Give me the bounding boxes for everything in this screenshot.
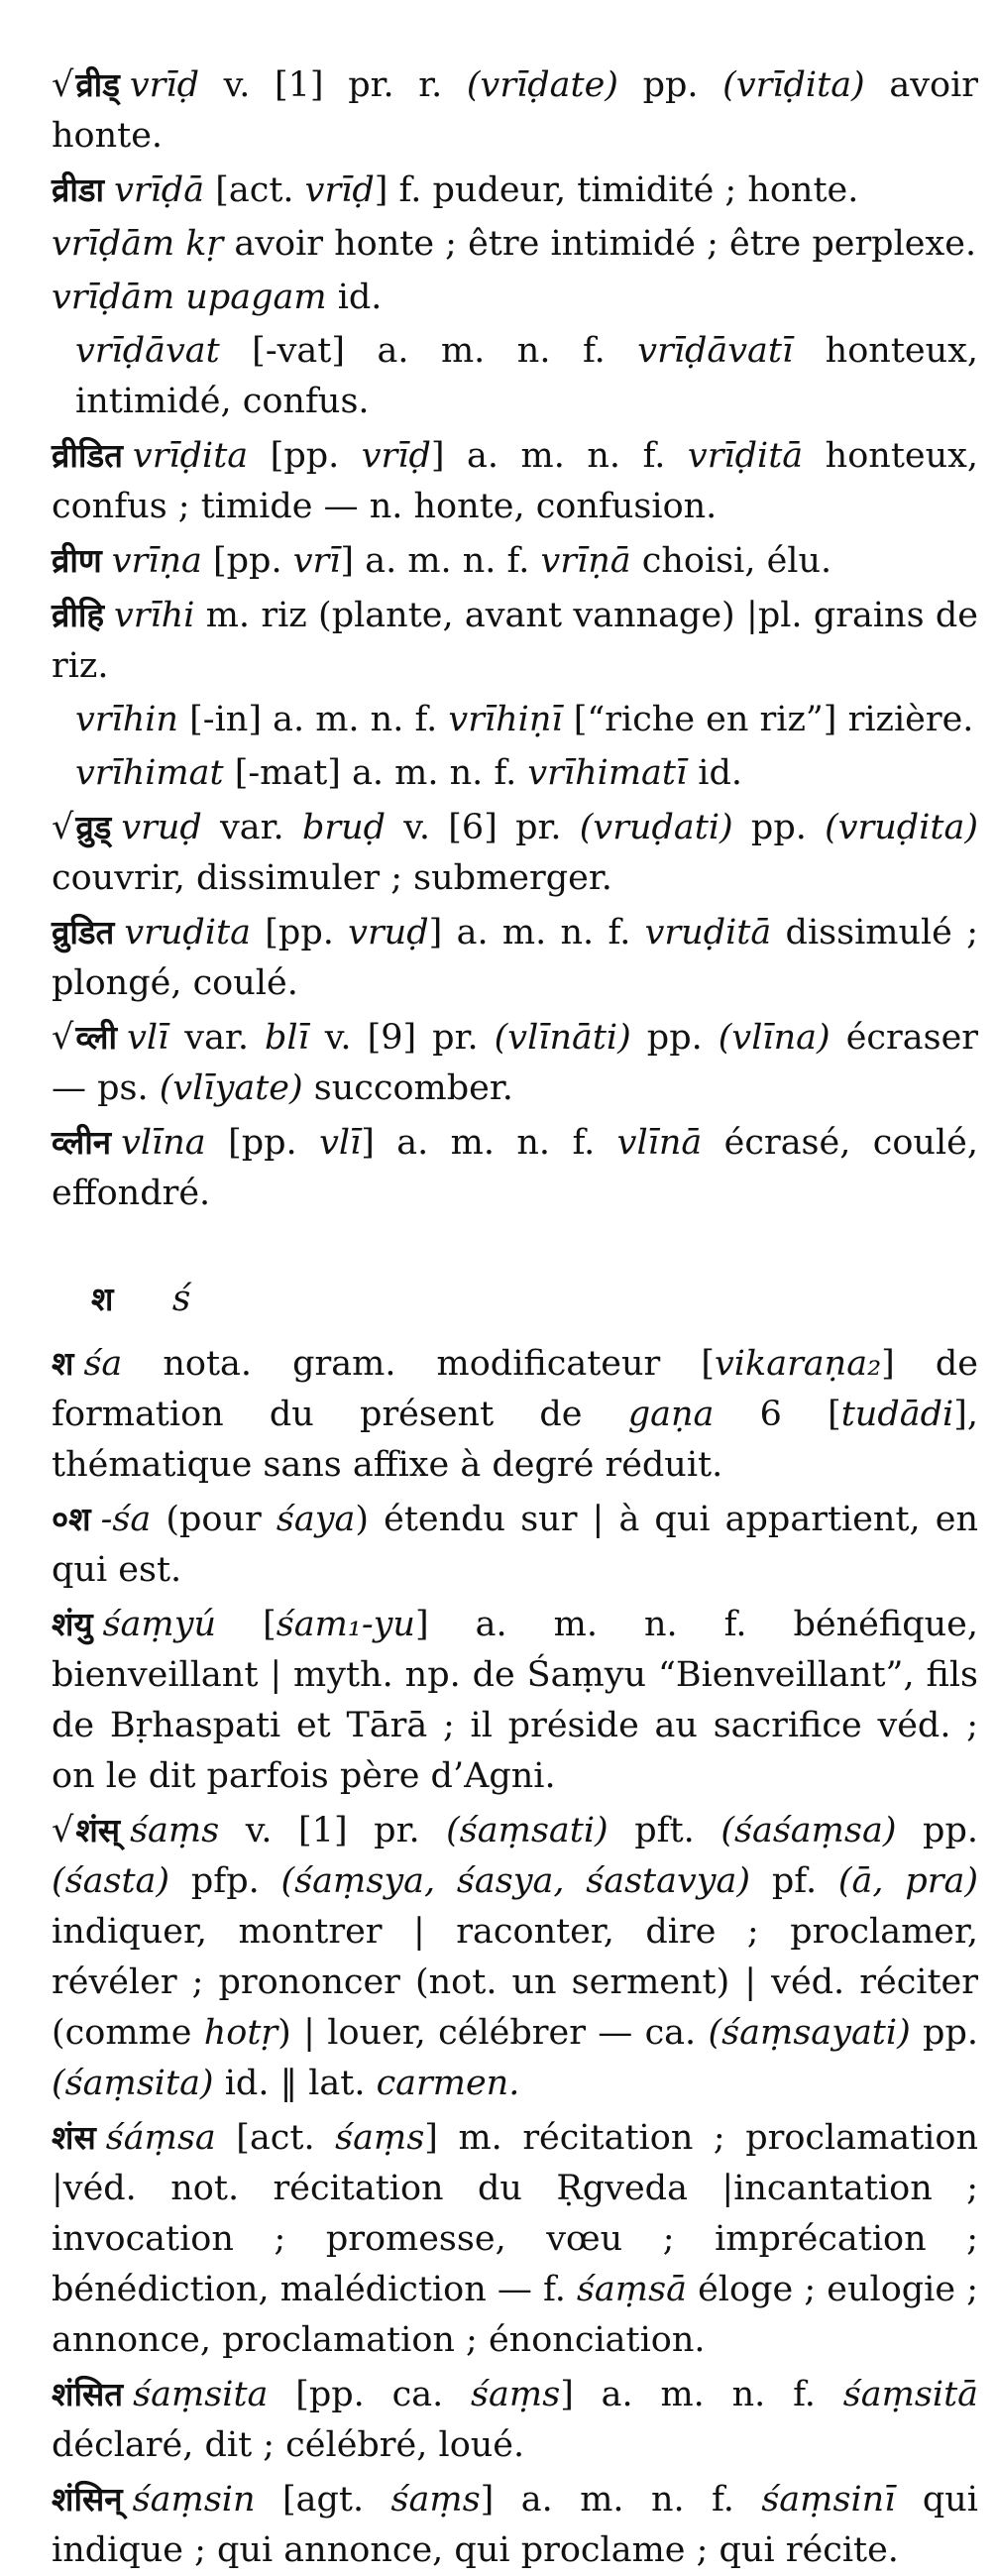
- italic-term: vrīhiṇī: [448, 700, 563, 739]
- entry-text: v. [6] pr.: [386, 808, 580, 847]
- dictionary-entry: [52, 590, 978, 692]
- italic-term: śaṃs: [471, 2375, 561, 2414]
- entry-text: ] a. m. n. f.: [361, 1123, 617, 1163]
- dictionary-entry: [52, 695, 978, 745]
- dictionary-entry: [52, 430, 978, 532]
- entries-vri: [52, 59, 978, 1219]
- entry-text: pp.: [617, 65, 723, 105]
- entry-text: déclaré, dit ; célébré, loué.: [52, 2425, 525, 2465]
- italic-term: blī: [264, 1018, 309, 1058]
- headword-transliteration: śaṃsin: [132, 2480, 256, 2520]
- entry-text: v. [9] pr.: [308, 1018, 495, 1058]
- entry-text: pp.: [630, 1018, 719, 1058]
- headword-transliteration: vrīḍām kṛ: [52, 224, 224, 264]
- dictionary-entry: [52, 802, 978, 904]
- entry-text: avoir honte ; être intimidé ; être perplexe.: [223, 224, 977, 264]
- italic-term: vrī: [292, 541, 341, 581]
- headword-devanagari: व्रीडित: [52, 436, 123, 475]
- headword-transliteration: vrīḍāvat: [75, 331, 220, 371]
- dictionary-entry: [52, 59, 978, 162]
- entry-text: 6 [: [714, 1395, 841, 1434]
- headword-transliteration: vrīḍ: [129, 65, 199, 105]
- root-symbol: √: [52, 1811, 74, 1850]
- dictionary-entry: [52, 2112, 978, 2366]
- dictionary-entry: [52, 1494, 978, 1596]
- entry-text: écrasé, coulé, effondré.: [52, 1123, 978, 1213]
- headword-transliteration: śáṃsa: [105, 2118, 216, 2158]
- headword-transliteration: vruḍ: [121, 808, 202, 847]
- entry-text: ] a. m. n. f.: [340, 541, 541, 581]
- italic-term: (vlīna): [718, 1018, 830, 1058]
- headword-transliteration: vrīhimat: [75, 753, 224, 793]
- italic-term: (śasta): [52, 1861, 170, 1901]
- italic-term: (vruḍita): [825, 808, 978, 847]
- italic-term: śaṃs: [390, 2480, 481, 2520]
- headword-devanagari: व्ली: [75, 1018, 118, 1057]
- headword-devanagari: शंसित: [52, 2375, 124, 2413]
- entry-text: id.: [687, 753, 742, 793]
- entry-text: ] a. m. n. f.: [560, 2375, 843, 2414]
- section-heading-sha: [91, 1274, 978, 1324]
- headword-transliteration: vrīḍām upagam: [52, 278, 327, 317]
- headword-transliteration: vrīhin: [75, 700, 178, 739]
- headword-devanagari: व्रीहि: [52, 596, 104, 634]
- entry-text: id. ‖ lat.: [213, 2064, 377, 2103]
- entry-text: avoir honte.: [52, 65, 978, 156]
- italic-term: vlīnā: [616, 1123, 703, 1163]
- dictionary-entry: [52, 1805, 978, 2109]
- entry-text: couvrir, dissimuler ; submerger.: [52, 858, 612, 898]
- headword-devanagari: व्रीड्: [75, 65, 120, 104]
- dictionary-entry: [52, 2474, 978, 2576]
- entry-text: honteux, intimidé, confus.: [75, 331, 979, 421]
- entry-text: pft.: [608, 1811, 721, 1850]
- headword-transliteration: -śa: [100, 1500, 152, 1539]
- headword-devanagari: श: [52, 1344, 74, 1383]
- entry-text: qui indique ; qui annonce, qui proclame ; qui récite.: [52, 2480, 979, 2570]
- italic-term: (ā, pra): [837, 1861, 978, 1901]
- italic-term: śaṃsitā: [842, 2375, 979, 2414]
- entry-text: [act.: [215, 2118, 336, 2158]
- headword-transliteration: vlī: [127, 1018, 169, 1058]
- entry-text: nota. gram. modificateur [: [122, 1344, 716, 1384]
- italic-term: (vlīnāti): [494, 1018, 631, 1058]
- headword-devanagari: व्रुड्: [75, 808, 112, 846]
- entry-text: ] a. m. n. f.: [428, 913, 645, 952]
- italic-term: gaṇa: [627, 1395, 715, 1434]
- headword-transliteration: śaṃs: [130, 1811, 220, 1850]
- entry-text: ) | louer, célébrer — ca.: [277, 2013, 709, 2053]
- italic-term: vrīḍ: [304, 170, 375, 210]
- headword-devanagari: व्लीन: [52, 1123, 112, 1162]
- dictionary-entry: [52, 1117, 978, 1219]
- dictionary-entry: [52, 907, 978, 1009]
- headword-devanagari: व्रीडा: [52, 170, 105, 209]
- italic-term: vikaraṇa₂: [715, 1344, 882, 1384]
- entry-text: ] a. m. n. f.: [480, 2480, 762, 2520]
- entry-text: pp.: [732, 808, 826, 847]
- dictionary-entry: [52, 165, 978, 216]
- italic-term: (śaṃsayati): [708, 2013, 911, 2053]
- headword-devanagari: शंस्: [75, 1811, 121, 1849]
- root-symbol: √: [52, 65, 74, 105]
- italic-term: (śaśaṃsa): [720, 1811, 897, 1850]
- italic-term: śam₁-yu: [276, 1605, 415, 1644]
- headword-devanagari: शंयु: [52, 1605, 93, 1643]
- dictionary-entry: [52, 326, 978, 427]
- italic-term: tudādi: [840, 1395, 954, 1434]
- dictionary-entry: [52, 1599, 978, 1802]
- entry-text: ) étendu sur | à qui appartient, en qui est.: [52, 1500, 979, 1590]
- entry-text: ], thématique sans affixe à degré réduit.: [52, 1395, 978, 1485]
- entry-text: [-mat] a. m. n. f.: [223, 753, 528, 793]
- entry-text: pp.: [896, 1811, 978, 1850]
- entry-text: ] m. récitation ; proclamation |véd. not. récitation du Ṛgveda |incantation ; invocation ; promesse, vœu ; imprécation ; bénédiction, malédiction — f.: [52, 2118, 978, 2309]
- italic-term: vrīḍāvatī: [637, 331, 794, 371]
- entry-text: succomber.: [302, 1068, 513, 1108]
- headword-devanagari: व्रुडित: [52, 913, 115, 952]
- entry-text: v. [1] pr.: [219, 1811, 447, 1850]
- headword-devanagari: शंसिन्: [52, 2480, 123, 2519]
- entry-text: [-vat] a. m. n. f.: [219, 331, 638, 371]
- entry-text: [pp.: [205, 1123, 320, 1163]
- root-symbol: √: [52, 1018, 74, 1058]
- entry-text: pp.: [910, 2013, 978, 2053]
- italic-term: (vrīḍita): [722, 65, 865, 105]
- entries-sha: [52, 1338, 978, 2576]
- entry-text: [act.: [204, 170, 305, 210]
- headword-transliteration: vlīna: [121, 1123, 206, 1163]
- headword-transliteration: śaṃyú: [102, 1605, 217, 1644]
- entry-text: écraser — ps.: [52, 1018, 979, 1108]
- entry-text: [pp.: [248, 436, 362, 476]
- italic-term: śaṃsā: [576, 2270, 687, 2309]
- entry-text: ] a. m. n. f.: [430, 436, 688, 476]
- italic-term: vrīḍitā: [687, 436, 804, 476]
- italic-term: vrīhimatī: [527, 753, 688, 793]
- entry-text: id.: [326, 278, 383, 317]
- italic-term: (śaṃsati): [446, 1811, 609, 1850]
- headword-transliteration: śaṃsita: [133, 2375, 269, 2414]
- entry-text: [pp.: [201, 541, 293, 581]
- italic-term: vrīḍ: [361, 436, 431, 476]
- italic-term: carmen.: [376, 2064, 520, 2103]
- root-symbol: √: [52, 808, 74, 847]
- dictionary-entry: [52, 1012, 978, 1114]
- entry-text: (pour: [151, 1500, 277, 1539]
- entry-text: indiquer, montrer | raconter, dire ; proclamer, révéler ; prononcer (not. un serment) | véd. réciter (comme: [52, 1912, 978, 2053]
- entry-text: ] f. pudeur, timidité ; honte.: [374, 170, 859, 210]
- entry-text: [pp. ca.: [268, 2375, 472, 2414]
- entry-text: [-in] a. m. n. f.: [177, 700, 449, 739]
- italic-term: vruḍitā: [644, 913, 772, 952]
- entry-text: m. riz (plante, avant vannage) |pl. grains de riz.: [52, 596, 978, 686]
- dictionary-entry: [52, 748, 978, 799]
- entry-text: v. [1] pr. r.: [198, 65, 467, 105]
- italic-term: (vruḍati): [579, 808, 733, 847]
- entry-text: pf.: [750, 1861, 838, 1901]
- entry-text: honteux, confus ; timide — n. honte, confusion.: [52, 436, 979, 526]
- entry-text: ] a. m. n. f. bénéfique, bienveillant | myth. np. de Śaṃyu “Bienveillant”, fils de Bṛhaspati et Tārā ; il préside au sacrifice véd. ; on le dit parfois père d’Agni.: [52, 1605, 979, 1796]
- entry-text: éloge ; eulogie ; annonce, proclamation ; énonciation.: [52, 2270, 978, 2360]
- italic-term: vruḍ: [348, 913, 429, 952]
- entry-text: pfp.: [169, 1861, 281, 1901]
- italic-term: (vrīḍate): [466, 65, 618, 105]
- italic-term: (śaṃsya, śasya, śastavya): [280, 1861, 751, 1901]
- entry-text: ] de formation du présent de: [52, 1344, 978, 1434]
- dictionary-entry: [52, 2369, 978, 2471]
- entry-text: [: [216, 1605, 277, 1644]
- section-transliteration: ś: [171, 1279, 191, 1319]
- headword-transliteration: śa: [83, 1344, 123, 1384]
- dictionary-entry: [52, 273, 978, 323]
- italic-term: bruḍ: [301, 808, 387, 847]
- dictionary-entry: [52, 219, 978, 270]
- headword-transliteration: vrīḍita: [132, 436, 249, 476]
- dictionary-entry: [52, 535, 978, 587]
- entry-text: [“riche en riz”] rizière.: [562, 700, 974, 739]
- headword-transliteration: vruḍita: [124, 913, 251, 952]
- italic-term: vlī: [319, 1123, 362, 1163]
- entry-text: var.: [201, 808, 302, 847]
- italic-term: (vlīyate): [159, 1068, 303, 1108]
- italic-term: hotṛ: [203, 2013, 278, 2053]
- italic-term: śaṃsinī: [761, 2480, 896, 2520]
- headword-transliteration: vrīḍā: [114, 170, 205, 210]
- section-devanagari: श: [91, 1280, 114, 1318]
- headword-devanagari: शंस: [52, 2118, 96, 2157]
- entry-text: choisi, élu.: [630, 541, 832, 581]
- dictionary-entry: [52, 1338, 978, 1491]
- entry-text: [pp.: [250, 913, 349, 952]
- entry-text: [agt.: [255, 2480, 391, 2520]
- headword-transliteration: vrīṇa: [111, 541, 202, 581]
- italic-term: śaya: [276, 1500, 356, 1539]
- entry-text: var.: [168, 1018, 265, 1058]
- italic-term: śaṃs: [335, 2118, 425, 2158]
- headword-devanagari: ०श: [52, 1500, 91, 1538]
- italic-term: vrīṇā: [540, 541, 631, 581]
- italic-term: (śaṃsita): [52, 2064, 214, 2103]
- headword-devanagari: व्रीण: [52, 541, 102, 580]
- entry-text: dissimulé ; plongé, coulé.: [52, 913, 979, 1003]
- headword-transliteration: vrīhi: [113, 596, 195, 635]
